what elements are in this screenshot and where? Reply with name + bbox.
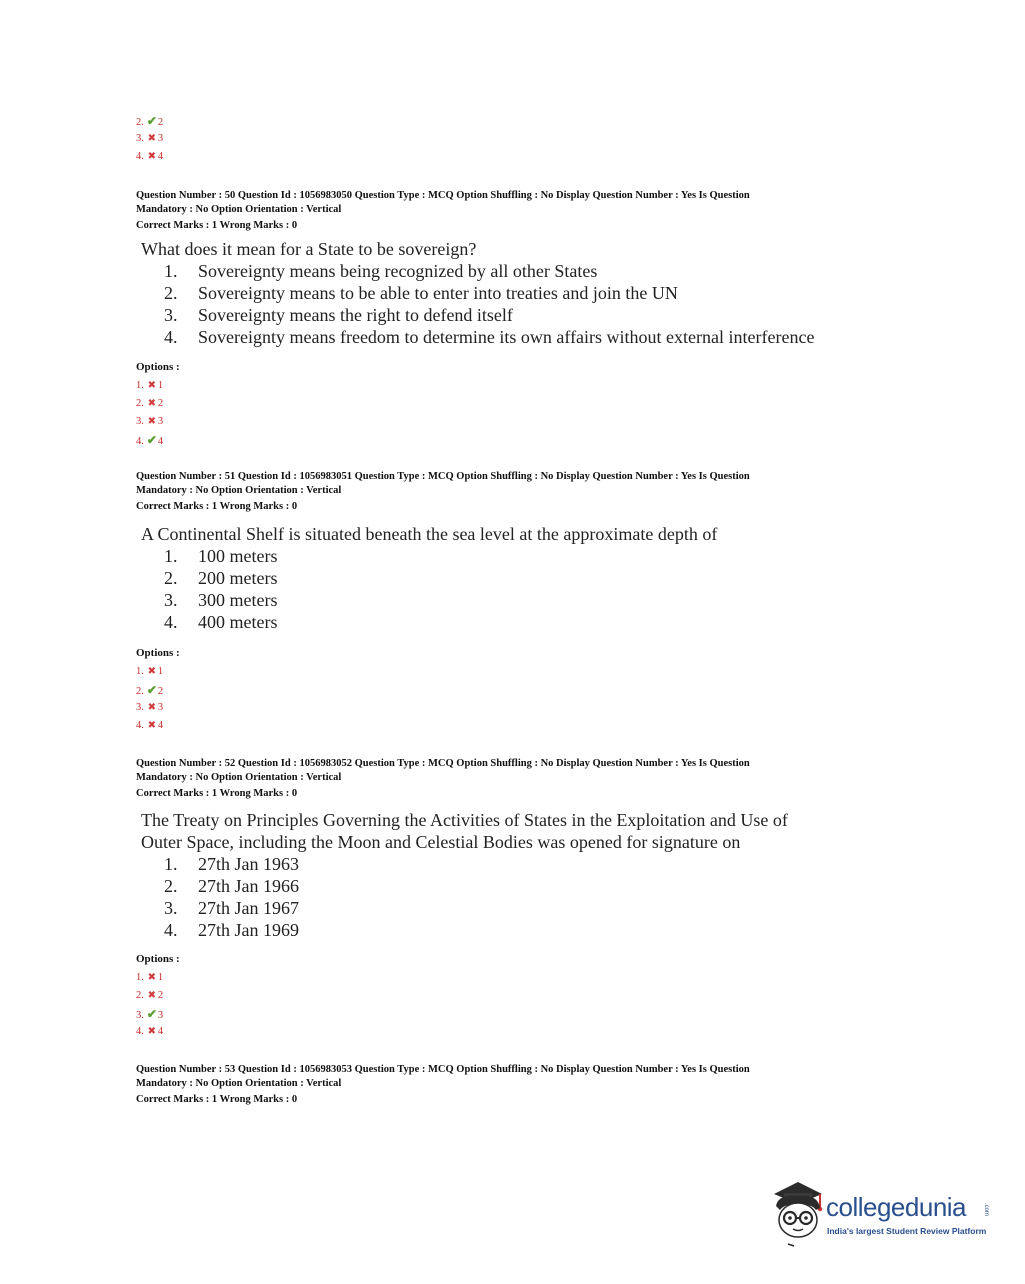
question-text: The Treaty on Principles Governing the Activities of States in the Exploitation and Use of: [141, 810, 788, 830]
cross-icon: ✖: [147, 972, 157, 983]
meta-line: Question Number : 53 Question Id : 1056983053 Question Type : MCQ Option Shuffling : No Display Question Number : Yes Is Question: [136, 1064, 750, 1075]
question-51-meta: [136, 470, 896, 514]
options-title: Options :: [136, 361, 180, 373]
check-icon: ✔: [146, 114, 157, 128]
marks-line: Correct Marks : 1 Wrong Marks : 0: [136, 220, 298, 231]
answer-choice: 1. 27th Jan 1963: [164, 854, 299, 874]
option-row: 2. ✔2: [136, 114, 164, 128]
options-title: Options :: [136, 647, 180, 659]
cross-icon: ✖: [147, 398, 157, 409]
cross-icon: ✖: [147, 133, 157, 144]
question-text: What does it mean for a State to be sovereign?: [141, 239, 477, 259]
answer-choice: 3. 300 meters: [164, 590, 278, 610]
logo-domain: .com: [983, 1203, 989, 1217]
marks-line: Correct Marks : 1 Wrong Marks : 0: [136, 788, 298, 799]
answer-choices: [141, 260, 871, 348]
answer-choice: 2. Sovereignty means to be able to enter into treaties and join the UN: [164, 283, 678, 303]
marks-line: Correct Marks : 1 Wrong Marks : 0: [136, 501, 298, 512]
meta-line: Mandatory : No Option Orientation : Vertical: [136, 204, 342, 215]
option-row: 3. ✖ 3: [136, 699, 180, 717]
meta-line: Mandatory : No Option Orientation : Vertical: [136, 485, 342, 496]
option-row: 3. ✖ 3: [136, 413, 180, 431]
question-52: [141, 809, 881, 941]
question-50-options: [136, 360, 180, 449]
question-text: A Continental Shelf is situated beneath the sea level at the approximate depth of: [141, 524, 718, 544]
question-52-meta: [136, 757, 896, 801]
answer-choice: 4. 400 meters: [164, 612, 278, 632]
cross-icon: ✖: [147, 702, 157, 713]
answer-choice: 4. Sovereignty means freedom to determine its own affairs without external interference: [164, 327, 815, 347]
cross-icon: ✖: [147, 416, 157, 427]
cross-icon: ✖: [147, 666, 157, 677]
meta-line: Question Number : 52 Question Id : 1056983052 Question Type : MCQ Option Shuffling : No Display Question Number : Yes Is Question: [136, 758, 750, 769]
answer-choice: 1. Sovereignty means being recognized by all other States: [164, 261, 598, 281]
option-row: 4. ✖ 4: [136, 1023, 180, 1041]
question-51-options: [136, 646, 180, 735]
cross-icon: ✖: [147, 1026, 157, 1037]
option-row: 1. ✖ 1: [136, 377, 180, 395]
cross-icon: ✖: [147, 151, 157, 162]
question-50-meta: [136, 189, 896, 233]
logo-tagline: India's largest Student Review Platform: [827, 1226, 987, 1236]
answer-choices: [141, 545, 871, 633]
answer-choice: 1. 100 meters: [164, 546, 278, 566]
marks-line: Correct Marks : 1 Wrong Marks : 0: [136, 1094, 298, 1105]
meta-line: Mandatory : No Option Orientation : Vertical: [136, 772, 342, 783]
cross-icon: ✖: [147, 990, 157, 1001]
option-row: 3. ✖ 3: [136, 130, 163, 148]
option-row: 2. ✖ 2: [136, 987, 180, 1005]
option-row: 2. ✖ 2: [136, 395, 180, 413]
answer-choice: 4. 27th Jan 1969: [164, 920, 299, 940]
logo-wordmark: collegedunia: [826, 1192, 967, 1222]
answer-choice: 2. 27th Jan 1966: [164, 876, 299, 896]
question-text: Outer Space, including the Moon and Celestial Bodies was opened for signature on: [141, 832, 741, 852]
option-row: 4. ✔4: [136, 433, 164, 447]
option-row: 3. ✔3: [136, 1007, 164, 1021]
question-51: [141, 523, 871, 633]
answer-choice: 2. 200 meters: [164, 568, 278, 588]
mascot-icon: [766, 1176, 826, 1252]
answer-choice: 3. 27th Jan 1967: [164, 898, 299, 918]
check-icon: ✔: [146, 433, 157, 447]
question-53-meta: [136, 1063, 896, 1107]
cross-icon: ✖: [147, 380, 157, 391]
previous-question-options: [136, 112, 163, 166]
question-52-options: [136, 952, 180, 1041]
option-row: 1. ✖ 1: [136, 663, 180, 681]
meta-line: Question Number : 51 Question Id : 1056983051 Question Type : MCQ Option Shuffling : No Display Question Number : Yes Is Question: [136, 471, 750, 482]
collegedunia-logo[interactable]: [766, 1176, 996, 1252]
check-icon: ✔: [146, 683, 157, 697]
options-title: Options :: [136, 953, 180, 965]
option-row: 1. ✖ 1: [136, 969, 180, 987]
check-icon: ✔: [146, 1007, 157, 1021]
cross-icon: ✖: [147, 720, 157, 731]
option-row: 4. ✖ 4: [136, 148, 163, 166]
answer-choice: 3. Sovereignty means the right to defend itself: [164, 305, 513, 325]
answer-choices: [141, 853, 881, 941]
meta-line: Mandatory : No Option Orientation : Vertical: [136, 1078, 342, 1089]
question-50: [141, 238, 871, 348]
option-row: 2. ✔2: [136, 683, 164, 697]
meta-line: Question Number : 50 Question Id : 1056983050 Question Type : MCQ Option Shuffling : No Display Question Number : Yes Is Question: [136, 190, 750, 201]
option-row: 4. ✖ 4: [136, 717, 180, 735]
